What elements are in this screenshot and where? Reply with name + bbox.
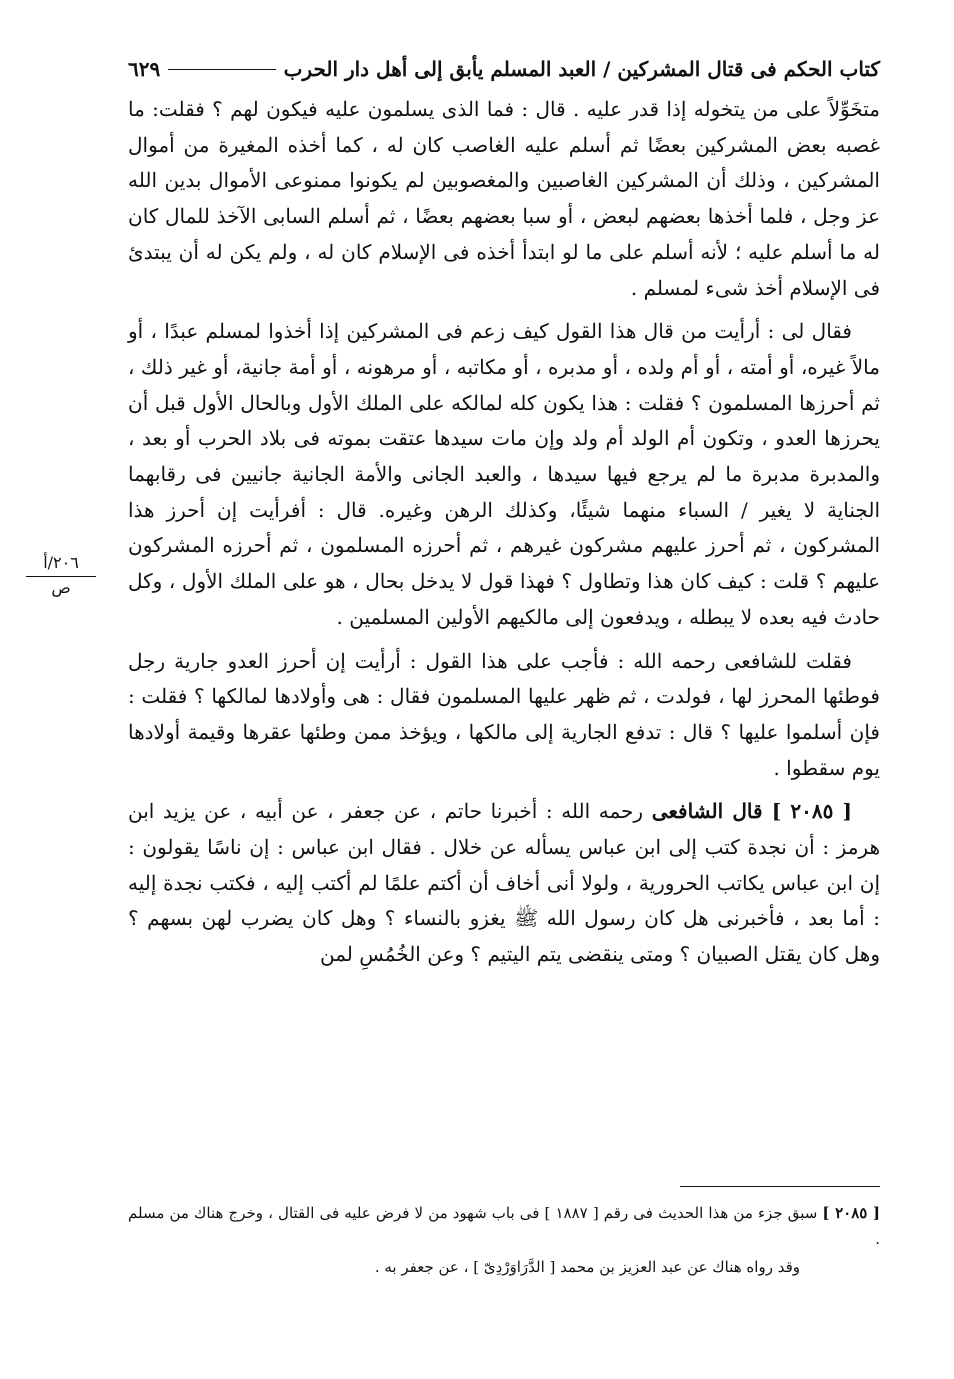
footnote-number: [ ٢٠٨٥ ]	[822, 1204, 880, 1222]
footnote-1	[128, 1200, 880, 1252]
paragraph-3: فقلت للشافعى رحمه الله : فأجب على هذا القول : أرأيت إن أحرز العدو جارية رجل فوطئها المحرز لها ، فولدت ، ثم ظهر عليها المسلمون فقال : هى وأولادها لمالكها ؟ فقلت : فإن أسلموا عليها ؟ قال : تدفع الجارية إلى مالكها ، ويؤخذ ممن وطئها عقرها وقيمة أولادها يوم سقطوا .	[128, 648, 880, 780]
footnote-2: وقد رواه هناك عن عبد العزيز بن محمد [ الدَّرَاوَرْدِىّ ] ، عن جعفر به .	[374, 1258, 800, 1276]
page-number: ٦٢٩	[128, 57, 161, 81]
paragraph-2: فقال لى : أرأيت من قال هذا القول كيف زعم فى المشركين إذا أخذوا لمسلم عبدًا ، أو مالاً غيره، أو أمته ، أو أم ولده ، أو مدبره ، أو مكاتبه ، أو مرهونه ، أو أمة جانية، أو غير ذلك ، ثم أحرزها المسلمون ؟ فقلت : هذا يكون كله لمالكه على الملك الأول وبالحال الأول قبل أن يحرزها العدو ، وتكون أم الولد أم ولد وإن مات سيدها عتقت بموته فى بلاد الحرب أو بعد ، والمدبرة مدبرة ما لم يرجع فيها سيدها ، والعبد الجانى والأمة الجانية جانيين فى رقابهما الجناية لا يغير / السباء منهما شيئًا، وكذلك الرهن وغيره. قال : أفرأيت إن أحرز هذا المشركون ، ثم أحرز عليهم مشركون غيرهم ، ثم أحرزه المسلمون ، ثم أحرزه المشركون عليهم ؟ قلت : كيف كان هذا وتطاول ؟ فهذا قول لا يدخل بحال ، هو على الملك الأول ، وكل حادث فيه بعده لا يبطله ، ويدفعون إلى مالكيهم الأولين المسلمين .	[128, 319, 880, 629]
folio-reference: ٢٠٦/أ	[26, 552, 96, 577]
paragraph-1: متخَوِّلاً على من يتخوله إذا قدر عليه . قال : فما الذى يسلمون عليه فيكون لهم ؟ فقلت: ما غصبه بعض المشركين بعضًا ثم أسلم عليه الغاصب كان له ، كما أخذه المغيرة من أموال المشركين ، وذلك أن المشركين الغاصبين والمغصوبين لم يكونوا ممنوعى الأموال بدين الله عز وجل ، فلما أخذها بعضهم لبعض ، أو سبا بعضهم بعضًا ، ثم أسلم السابى الآخذ للمال كان له ما أسلم عليه ؛ لأنه أسلم على ما لو ابتدأ أخذه فى الإسلام كان له ، ولم يكن له أن يبتدئ فى الإسلام أخذ شىء لمسلم .	[128, 97, 881, 300]
header-rule	[168, 69, 275, 70]
margin-folio-note	[26, 552, 96, 599]
footnote-1-text: سبق جزء من هذا الحديث فى رقم [ ١٨٨٧ ] فى باب شهود من لا فرض عليه فى القتال ، وخرج هناك من مسلم .	[128, 1204, 880, 1248]
hadith-number: [ ٢٠٨٥ ] قال الشافعى	[651, 799, 852, 824]
paragraph-4	[128, 794, 880, 973]
footnotes	[128, 1200, 880, 1282]
folio-side: ص	[51, 578, 71, 597]
footnote-separator	[680, 1186, 880, 1187]
running-title: كتاب الحكم فى قتال المشركين / العبد المسلم يأبق إلى أهل دار الحرب	[283, 57, 880, 81]
hadith-text: رحمه الله : أخبرنا حاتم ، عن جعفر ، عن أبيه ، عن يزيد ابن هرمز : أن نجدة كتب إلى ابن عباس يسأله عن خلال . فقال ابن عباس : إن ناسًا يقولون : إن ابن عباس يكاتب الحرورية ، ولولا أنى أخاف أن أكتم علمًا لم أكتب إليه ، فكتب نجدة إليه : أما بعد ، فأخبرنى هل كان رسول الله ﷺ يغزو بالنساء ؟ وهل كان يضرب لهن بسهم ؟ وهل كان يقتل الصبيان ؟ ومتى ينقضى يتم اليتيم ؟ وعن الخُمُسِ لمن	[128, 799, 880, 967]
page-header	[128, 52, 880, 86]
main-text	[128, 92, 880, 981]
